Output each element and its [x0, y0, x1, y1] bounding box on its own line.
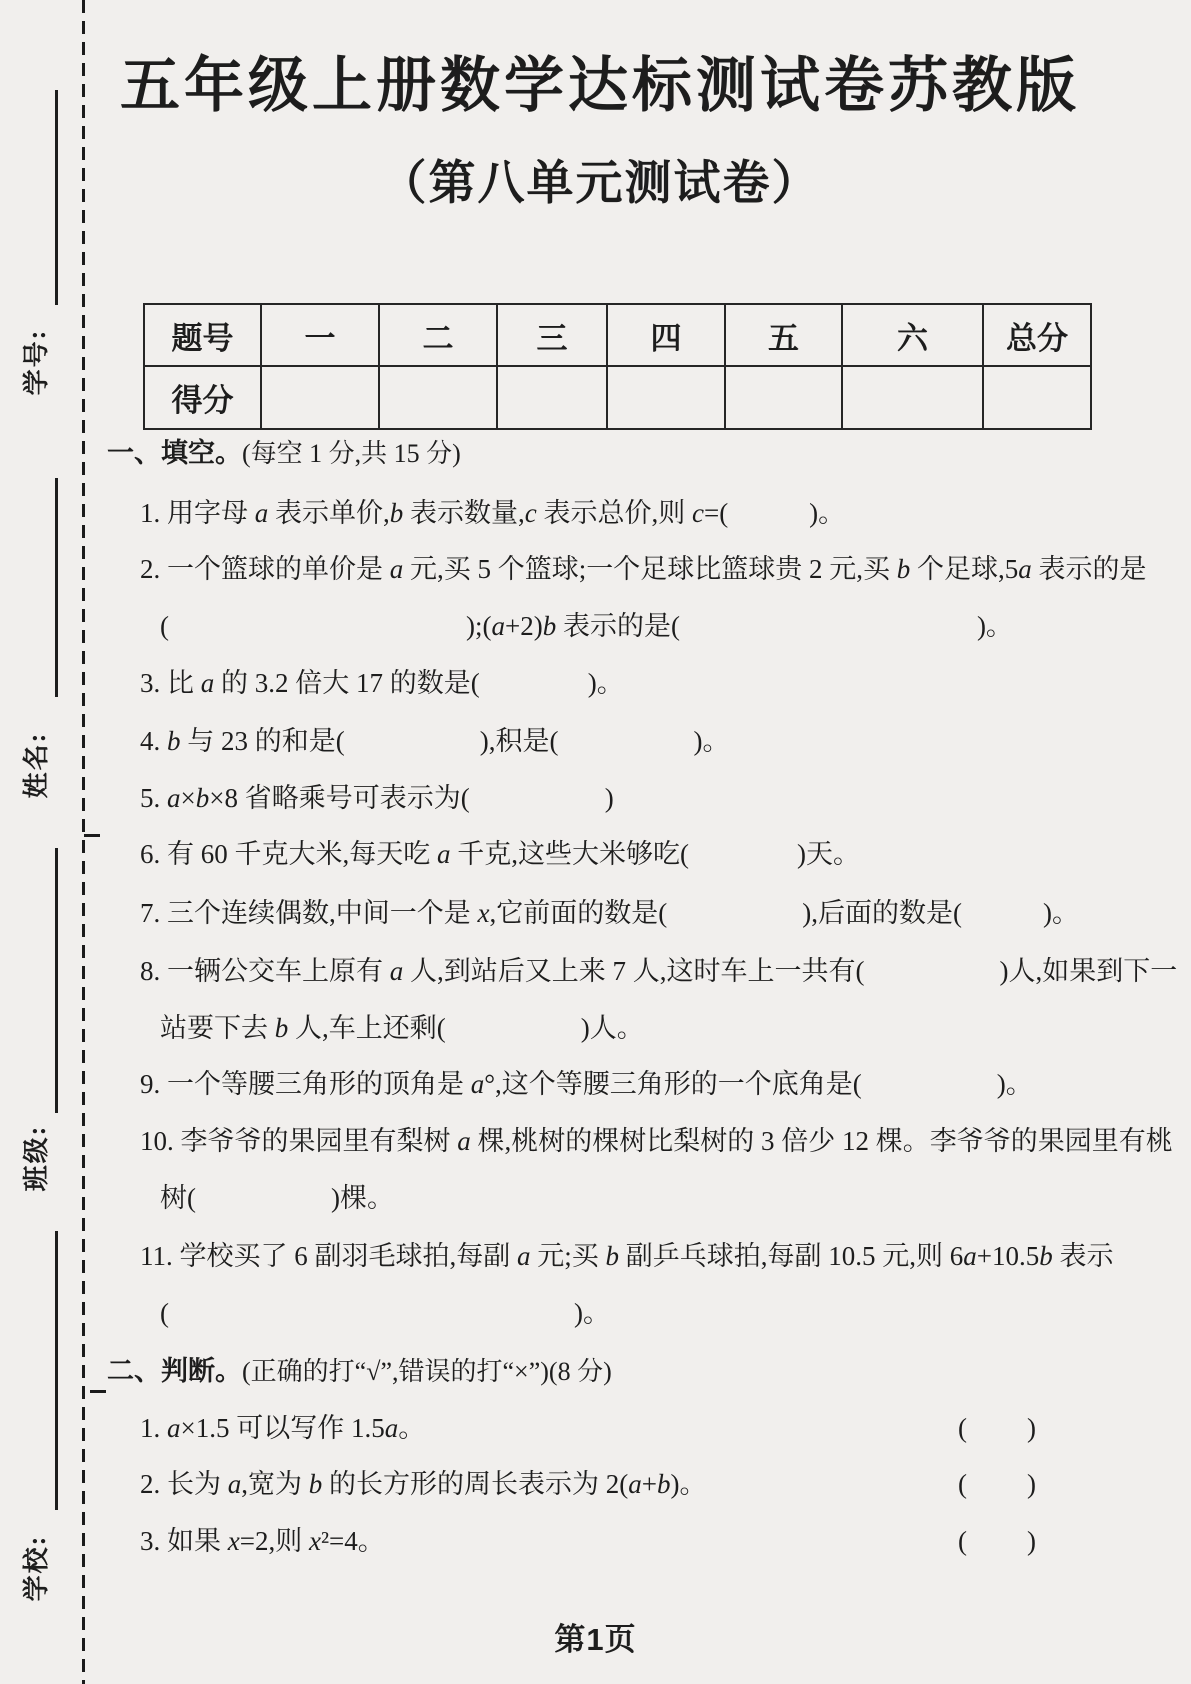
- score-table-header-row: [144, 304, 1091, 366]
- fill-question-3: 3. 比 a 的 3.2 倍大 17 的数是( )。: [140, 668, 624, 698]
- judge-question-3: [140, 1526, 1181, 1556]
- fill-question-8-cont: 站要下去 b 人,车上还剩( )人。: [160, 1013, 644, 1043]
- judge-question-text: 2. 长为 a,宽为 b 的长方形的周长表示为 2(a+b)。: [140, 1469, 707, 1499]
- fill-question-5: 5. a×b×8 省略乘号可表示为( ): [140, 783, 614, 813]
- judge-question-text: 1. a×1.5 可以写作 1.5a。: [140, 1413, 426, 1443]
- score-table: [143, 303, 1092, 430]
- score-cell: [261, 366, 379, 429]
- student-id-blank-line: [55, 90, 58, 305]
- judge-answer-blank: ( ): [958, 1413, 1038, 1443]
- fill-question-2: 2. 一个篮球的单价是 a 元,买 5 个篮球;一个足球比篮球贵 2 元,买 b 个足球,5a 表示的是: [140, 554, 1147, 584]
- fill-question-6: 6. 有 60 千克大米,每天吃 a 千克,这些大米够吃( )天。: [140, 839, 860, 869]
- judge-question-1: [140, 1413, 1181, 1443]
- school-label: 学校:: [22, 1534, 51, 1602]
- cut-dashed-line: [82, 0, 85, 1684]
- student-id-label: 学号:: [22, 328, 51, 396]
- fill-question-1: 1. 用字母 a 表示单价,b 表示数量,c 表示总价,则 c=( )。: [140, 498, 846, 528]
- score-cell: [607, 366, 725, 429]
- section-judge-label: 二、判断。: [107, 1356, 242, 1386]
- name-blank-line: [55, 478, 58, 697]
- judge-question-2: [140, 1469, 1181, 1499]
- score-cell: [842, 366, 983, 429]
- judge-answer-blank: ( ): [958, 1469, 1038, 1499]
- score-label: 得分: [144, 366, 261, 429]
- class-label: 班级:: [22, 1124, 51, 1192]
- fill-question-10-cont: 树( )棵。: [160, 1183, 394, 1213]
- fill-question-8: 8. 一辆公交车上原有 a 人,到站后又上来 7 人,这时车上一共有( )人,如果到下一: [140, 956, 1178, 986]
- school-blank-line: [55, 1231, 58, 1510]
- score-cell: [497, 366, 607, 429]
- section-fill-header: [107, 438, 461, 469]
- section-fill-label: 一、填空。: [107, 438, 242, 468]
- column-label: 一: [261, 304, 379, 366]
- name-label: 姓名:: [22, 731, 51, 799]
- score-cell: [725, 366, 842, 429]
- judge-question-text: 3. 如果 x=2,则 x²=4。: [140, 1526, 385, 1556]
- column-label: 五: [725, 304, 842, 366]
- fill-question-9: 9. 一个等腰三角形的顶角是 a°,这个等腰三角形的一个底角是( )。: [140, 1069, 1033, 1099]
- section-judge-note: (正确的打“√”,错误的打“×”)(8 分): [242, 1357, 612, 1386]
- paper-subtitle: （第八单元测试卷）: [379, 156, 821, 209]
- section-fill-note: (每空 1 分,共 15 分): [242, 439, 461, 468]
- column-label: 二: [379, 304, 497, 366]
- paper-title: 五年级上册数学达标测试卷苏教版: [120, 52, 1080, 119]
- judge-answer-blank: ( ): [958, 1526, 1038, 1556]
- fill-question-7: 7. 三个连续偶数,中间一个是 x,它前面的数是( ),后面的数是( )。: [140, 898, 1079, 928]
- column-label: 三: [497, 304, 607, 366]
- question-number-label: 题号: [144, 304, 261, 366]
- fill-question-10: 10. 李爷爷的果园里有梨树 a 棵,桃树的棵树比梨树的 3 倍少 12 棵。李爷爷的果园里有桃: [140, 1126, 1173, 1156]
- score-cell: [983, 366, 1091, 429]
- registration-tick: [84, 834, 100, 837]
- score-table-score-row: [144, 366, 1091, 429]
- page-number: 第1页: [554, 1622, 637, 1657]
- registration-tick: [90, 1390, 106, 1393]
- fill-question-4: 4. b 与 23 的和是( ),积是( )。: [140, 726, 730, 756]
- fill-question-11-cont: ( )。: [160, 1298, 610, 1328]
- column-label: 六: [842, 304, 983, 366]
- column-label: 四: [607, 304, 725, 366]
- section-judge-header: [107, 1356, 612, 1387]
- fill-question-11: 11. 学校买了 6 副羽毛球拍,每副 a 元;买 b 副乒乓球拍,每副 10.5 元,则 6a+10.5b 表示: [140, 1241, 1114, 1271]
- class-blank-line: [55, 848, 58, 1113]
- fill-question-2-cont: ( );(a+2)b 表示的是( )。: [160, 611, 1013, 641]
- score-cell: [379, 366, 497, 429]
- column-label: 总分: [983, 304, 1091, 366]
